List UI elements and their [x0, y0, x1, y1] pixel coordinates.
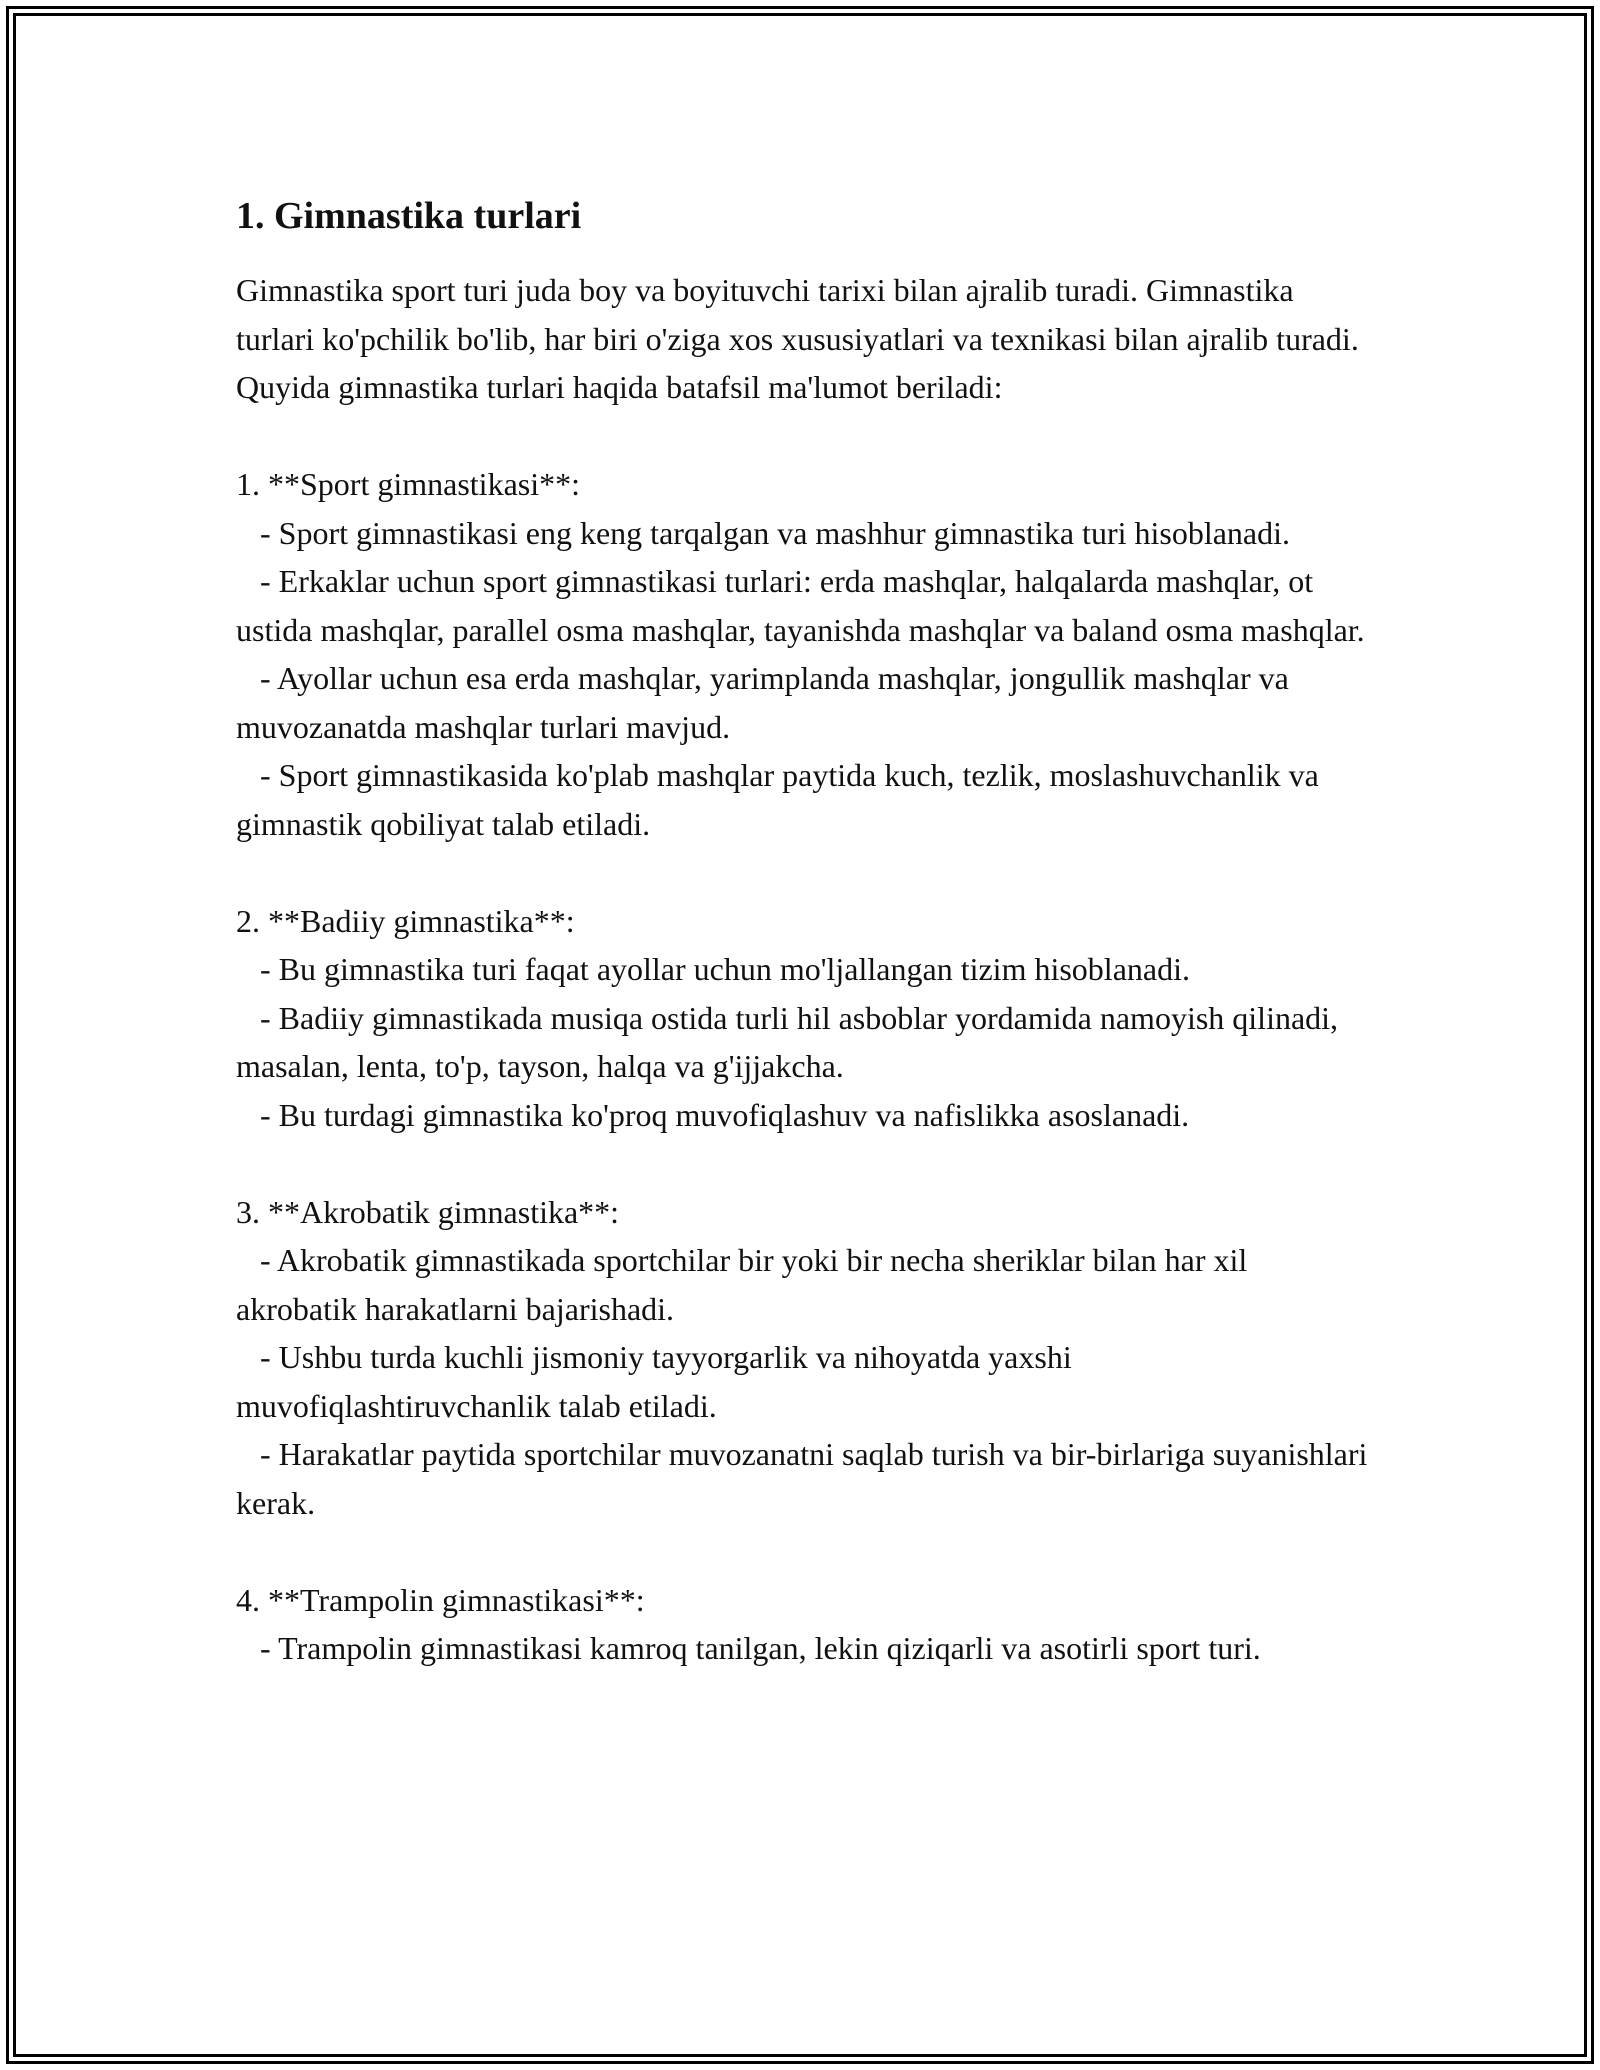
document-title: 1. Gimnastika turlari	[236, 195, 582, 237]
bullet-item: - Akrobatik gimnastikada sportchilar bir yoki bir necha sheriklar bilan har xil akrobatik harakatlarni bajarishadi.	[236, 1242, 1248, 1327]
bullet-item: - Harakatlar paytida sportchilar muvozanatni saqlab turish va bir-birlariga suyanishlari kerak.	[236, 1436, 1368, 1521]
section-heading: 1. **Sport gimnastikasi**:	[236, 466, 580, 502]
bullet-item: - Bu turdagi gimnastika ko'proq muvofiqlashuv va nafislikka asoslanadi.	[260, 1096, 1190, 1133]
bullet-item: - Ushbu turda kuchli jismoniy tayyorgarlik va nihoyatda yaxshi muvofiqlashtiruvchanlik talab etiladi.	[236, 1339, 1072, 1424]
bullet-item: - Sport gimnastikasida ko'plab mashqlar paytida kuch, tezlik, moslashuvchanlik va gimnastik qobiliyat talab etiladi.	[236, 757, 1319, 842]
bullet-item: - Bu gimnastika turi faqat ayollar uchun mo'ljallangan tizim hisoblanadi.	[260, 951, 1190, 987]
bullet-item: - Badiiy gimnastikada musiqa ostida turli hil asboblar yordamida namoyish qilinadi, masalan, lenta, to'p, tayson, halqa va g'ijjakcha.	[236, 999, 1339, 1084]
section-sport	[236, 460, 1376, 848]
section-heading: 3. **Akrobatik gimnastika**:	[236, 1193, 620, 1230]
section-trampolin	[236, 1576, 1376, 1673]
section-heading: 4. **Trampolin gimnastikasi**:	[236, 1581, 645, 1618]
section-heading: 2. **Badiiy gimnastika**:	[236, 902, 575, 939]
bullet-item: - Sport gimnastikasi eng keng tarqalgan va mashhur gimnastika turi hisoblanadi.	[260, 514, 1291, 551]
intro-paragraph: Gimnastika sport turi juda boy va boyituvchi tarixi bilan ajralib turadi. Gimnastika turlari ko'pchilik bo'lib, har biri o'ziga xos xususiyatlari va texnikasi bilan ajralib turadi. Quyida gimnastika turlari haqida batafsil ma'lumot beriladi:	[236, 272, 1359, 405]
bullet-item: - Ayollar uchun esa erda mashqlar, yarimplanda mashqlar, jongullik mashqlar va muvozanatda mashqlar turlari mavjud.	[236, 660, 1289, 745]
bullet-item: - Trampolin gimnastikasi kamroq tanilgan, lekin qiziqarli va asotirli sport turi.	[260, 1630, 1261, 1666]
section-akrobatik	[236, 1188, 1376, 1528]
section-badiiy	[236, 897, 1376, 1140]
bullet-item: - Erkaklar uchun sport gimnastikasi turlari: erda mashqlar, halqalarda mashqlar, ot ustida mashqlar, parallel osma mashqlar, tayanishda mashqlar va baland osma mashqlar.	[236, 563, 1365, 648]
document-body	[236, 186, 1376, 1673]
